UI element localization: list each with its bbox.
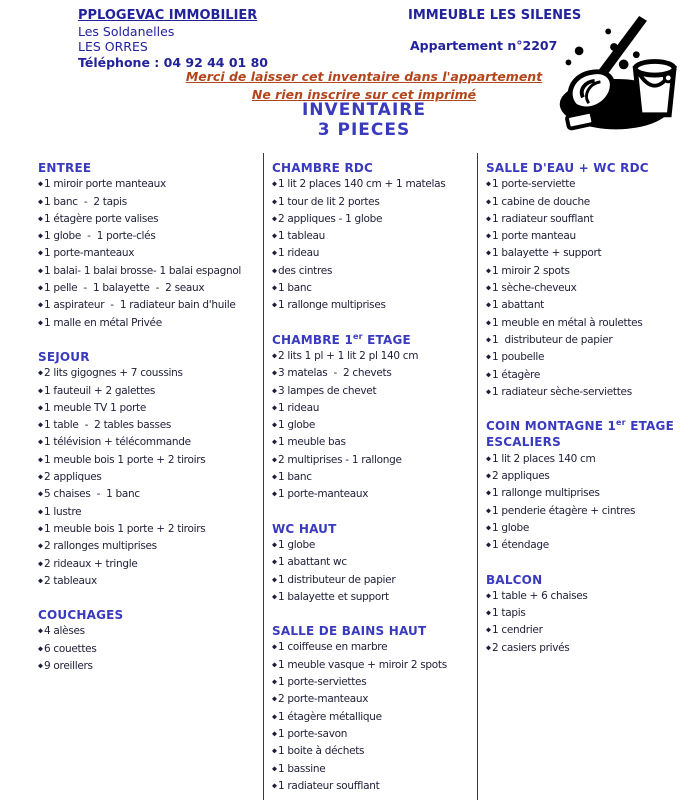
section-title xyxy=(486,569,684,588)
inventory-item xyxy=(38,641,259,658)
bullet-icon: ◆ xyxy=(272,248,277,257)
bullet-icon: ◆ xyxy=(272,266,277,275)
inventory-item xyxy=(38,521,259,538)
item-text: 1 porte manteau xyxy=(492,230,576,243)
item-text: 1 tour de lit 2 portes xyxy=(278,195,380,208)
page-subtitle: 3 PIECES xyxy=(317,120,411,140)
item-text: 1 banc xyxy=(278,282,312,295)
section-title-text: SALLE D'EAU + WC RDC xyxy=(486,161,649,175)
inventory-item xyxy=(486,640,684,657)
item-text: 2 appliques - 1 globe xyxy=(278,212,383,225)
inventory-item xyxy=(486,263,684,280)
inventory-item xyxy=(272,245,473,262)
item-text: 1 fauteuil + 2 galettes xyxy=(44,384,156,397)
inventory-item xyxy=(272,176,473,193)
bullet-icon: ◆ xyxy=(272,489,277,498)
inventory-item xyxy=(272,228,473,245)
inventory-item xyxy=(486,588,684,605)
item-text: 1 banc - 2 tapis xyxy=(44,195,127,208)
bullet-icon: ◆ xyxy=(272,764,277,772)
agency-city: LES ORRES xyxy=(78,39,148,54)
inventory-item xyxy=(272,452,473,469)
inventory-item xyxy=(272,280,473,297)
bullet-icon: ◆ xyxy=(38,507,43,516)
item-text: 2 appliques xyxy=(492,470,550,483)
bullet-icon: ◆ xyxy=(486,335,491,344)
item-text: 1 abattant xyxy=(492,299,544,312)
section-balcon xyxy=(486,569,684,657)
item-text: 2 appliques xyxy=(44,471,102,484)
bullet-icon: ◆ xyxy=(486,197,491,206)
section-coin-montagne-escaliers xyxy=(486,415,684,554)
bullet-icon: ◆ xyxy=(38,559,43,568)
item-text: 2 porte-manteaux xyxy=(278,693,369,706)
inventory-item xyxy=(486,194,684,211)
bullet-icon: ◆ xyxy=(38,300,43,309)
inventory-item xyxy=(38,176,259,193)
item-text: 1 porte-serviette xyxy=(492,178,576,191)
inventory-item xyxy=(38,400,259,417)
item-text: 1 tableau xyxy=(278,230,326,243)
bullet-icon: ◆ xyxy=(486,506,491,515)
inventory-item xyxy=(486,349,684,366)
bullet-icon: ◆ xyxy=(272,472,277,481)
bullet-icon: ◆ xyxy=(486,625,491,634)
section-title-text: BALCON xyxy=(486,572,543,587)
bullet-icon: ◆ xyxy=(38,248,43,257)
bullet-icon: ◆ xyxy=(486,643,491,652)
item-text: 1 abattant wc xyxy=(278,556,347,569)
bullet-icon: ◆ xyxy=(486,318,491,327)
inventory-item xyxy=(486,245,684,262)
bullet-icon: ◆ xyxy=(272,386,277,395)
section-title xyxy=(38,157,259,176)
item-text: 1 rallonge multiprises xyxy=(492,487,600,500)
bullet-icon: ◆ xyxy=(272,179,277,188)
item-text: 1 balai- 1 balai brosse- 1 balai espagnol xyxy=(44,264,242,277)
item-text: 1 lit 2 places 140 cm + 1 matelas xyxy=(278,178,446,191)
item-text: 1 rallonge multiprises xyxy=(278,299,386,312)
item-text: 1 cendrier xyxy=(492,624,543,637)
agency-residence: Les Soldanelles xyxy=(78,23,175,39)
item-text: 1 rideau xyxy=(278,247,320,260)
inventory-item xyxy=(272,434,473,451)
bullet-icon: ◆ xyxy=(38,524,43,533)
item-text: 1 miroir 2 spots xyxy=(492,264,570,277)
bullet-icon: ◆ xyxy=(486,591,491,600)
inventory-item xyxy=(38,315,259,332)
item-text: 1 porte-manteaux xyxy=(278,488,369,501)
item-text: 4 alèses xyxy=(44,625,85,638)
inventory-item xyxy=(272,743,473,760)
item-text: 3 matelas - 2 chevets xyxy=(278,367,392,380)
item-text: 1 radiateur sèche-serviettes xyxy=(492,385,632,398)
inventory-item xyxy=(38,469,259,486)
bullet-icon: ◆ xyxy=(38,403,43,412)
inventory-item xyxy=(272,297,473,314)
item-text: 1 meuble bas xyxy=(278,436,346,449)
bullet-icon: ◆ xyxy=(272,694,277,703)
item-text: 1 télévision + télécommande xyxy=(44,436,191,449)
inventory-item xyxy=(38,573,259,590)
item-text: 2 rideaux + tringle xyxy=(44,557,138,570)
inventory-item xyxy=(272,674,473,691)
item-text: 1 meuble en métal à roulettes xyxy=(492,316,643,329)
item-text: des cintres xyxy=(278,264,333,277)
agency-name: PPLOGEVAC IMMOBILIER xyxy=(78,8,258,23)
bullet-icon: ◆ xyxy=(38,318,43,327)
inventory-item xyxy=(486,622,684,639)
item-list xyxy=(38,365,259,590)
item-text: 1 globe xyxy=(278,419,316,432)
section-entree xyxy=(38,157,259,332)
inventory-item xyxy=(38,556,259,573)
inventory-item xyxy=(486,605,684,622)
bullet-icon: ◆ xyxy=(38,420,43,429)
bullet-icon: ◆ xyxy=(38,179,43,188)
notice-keep-inventory: Merci de laisser cet inventaire dans l'appartement xyxy=(185,69,543,84)
section-title-text: SEJOUR xyxy=(38,349,90,364)
item-text: 2 lits gigognes + 7 coussins xyxy=(44,367,183,380)
inventory-item xyxy=(272,537,473,554)
item-text: 1 étagère porte valises xyxy=(44,212,159,225)
item-list xyxy=(38,176,259,332)
section-title xyxy=(272,620,473,639)
inventory-item xyxy=(272,400,473,417)
item-text: 1 table + 6 chaises xyxy=(492,589,588,602)
bullet-icon: ◆ xyxy=(38,283,43,292)
item-text: 1 tapis xyxy=(492,607,526,620)
item-text: 1 distributeur de papier xyxy=(278,573,396,586)
item-text: 2 lits 1 pl + 1 lit 2 pl 140 cm xyxy=(278,349,419,362)
bullet-icon: ◆ xyxy=(272,746,277,755)
inventory-item xyxy=(272,469,473,486)
item-text: 1 malle en métal Privée xyxy=(44,316,162,329)
bullet-icon: ◆ xyxy=(272,660,277,669)
section-salle-deau-wc-rdc xyxy=(486,157,684,401)
item-text: 1 bassine xyxy=(278,762,326,775)
item-text: 2 tableaux xyxy=(44,574,97,587)
bullet-icon: ◆ xyxy=(486,454,491,463)
bullet-icon: ◆ xyxy=(486,214,491,223)
bullet-icon: ◆ xyxy=(38,455,43,464)
item-text: 1 meuble bois 1 porte + 2 tiroirs xyxy=(44,522,206,535)
section-wc-haut xyxy=(272,518,473,606)
item-text: 1 globe xyxy=(492,521,530,534)
item-text: 1 meuble TV 1 porte xyxy=(44,401,146,414)
bullet-icon: ◆ xyxy=(486,488,491,497)
item-list xyxy=(272,537,473,606)
bullet-icon: ◆ xyxy=(272,540,277,549)
inventory-item xyxy=(486,520,684,537)
inventory-item xyxy=(38,194,259,211)
bullet-icon: ◆ xyxy=(486,266,491,275)
item-text: 1 lit 2 places 140 cm xyxy=(492,452,596,465)
bullet-icon: ◆ xyxy=(486,370,491,379)
section-title xyxy=(272,157,473,176)
item-text: 1 radiateur soufflant xyxy=(278,779,380,792)
inventory-item xyxy=(486,332,684,349)
bullet-icon: ◆ xyxy=(486,300,491,309)
section-title xyxy=(272,518,473,537)
building-name: IMMEUBLE LES SILENES xyxy=(408,8,582,23)
item-text: 5 chaises - 1 banc xyxy=(44,488,140,501)
inventory-item xyxy=(486,280,684,297)
section-title-text: CHAMBRE RDC xyxy=(272,161,374,175)
item-list xyxy=(38,623,259,675)
bullet-icon: ◆ xyxy=(38,386,43,395)
inventory-item xyxy=(272,417,473,434)
bullet-icon: ◆ xyxy=(272,642,277,651)
bullet-icon: ◆ xyxy=(272,403,277,412)
inventory-item xyxy=(272,211,473,228)
section-title-text: COUCHAGES xyxy=(38,608,124,623)
inventory-item xyxy=(38,504,259,521)
section-title xyxy=(486,157,684,176)
bullet-icon: ◆ xyxy=(38,541,43,550)
inventory-column-3 xyxy=(477,153,688,800)
bullet-icon: ◆ xyxy=(272,351,277,360)
item-text: 1 table - 2 tables basses xyxy=(44,419,172,432)
bullet-icon: ◆ xyxy=(38,472,43,481)
bullet-icon: ◆ xyxy=(272,729,277,738)
bullet-icon: ◆ xyxy=(486,283,491,292)
item-text: 1 porte-serviettes xyxy=(278,676,367,689)
inventory-item xyxy=(38,297,259,314)
item-text: 1 banc xyxy=(278,471,312,484)
bullet-icon: ◆ xyxy=(38,489,43,498)
item-text: 1 balayette et support xyxy=(278,590,389,603)
inventory-item xyxy=(272,365,473,382)
section-title-sup: er xyxy=(353,331,363,341)
inventory-item xyxy=(486,176,684,193)
item-text: 6 couettes xyxy=(44,642,97,655)
item-text: 2 casiers privés xyxy=(492,641,570,654)
inventory-item xyxy=(38,623,259,640)
section-salle-de-bains-haut xyxy=(272,620,473,795)
section-title xyxy=(38,346,259,365)
inventory-item xyxy=(38,211,259,228)
item-text: 1 étendage xyxy=(492,539,549,552)
bullet-icon: ◆ xyxy=(272,368,277,377)
section-title-text: ENTREE xyxy=(38,161,92,175)
inventory-item xyxy=(486,537,684,554)
inventory-item xyxy=(272,263,473,280)
inventory-item xyxy=(272,709,473,726)
inventory-item xyxy=(38,263,259,280)
inventory-item xyxy=(272,778,473,795)
bullet-icon: ◆ xyxy=(38,231,43,240)
item-text: 1 étagère xyxy=(492,368,541,381)
item-text: 2 rallonges multiprises xyxy=(44,540,157,553)
inventory-item xyxy=(38,452,259,469)
inventory-item xyxy=(38,658,259,675)
inventory-item xyxy=(272,383,473,400)
cleaning-mop-bucket-icon xyxy=(546,14,682,140)
bullet-icon: ◆ xyxy=(38,626,43,635)
bullet-icon: ◆ xyxy=(272,781,277,790)
item-list xyxy=(486,588,684,657)
section-sejour xyxy=(38,346,259,590)
bullet-icon: ◆ xyxy=(272,300,277,309)
item-text: 2 multiprises - 1 rallonge xyxy=(278,453,402,466)
inventory-item xyxy=(486,367,684,384)
item-text: 1 étagère métallique xyxy=(278,710,382,723)
inventory-item xyxy=(38,383,259,400)
item-list xyxy=(272,639,473,795)
inventory-item xyxy=(272,589,473,606)
page-title: INVENTAIRE xyxy=(301,100,426,120)
inventory-item xyxy=(486,315,684,332)
inventory-item xyxy=(486,485,684,502)
item-text: 1 porte-savon xyxy=(278,727,348,740)
section-chambre-rdc xyxy=(272,157,473,315)
item-text: 1 globe - 1 porte-clés xyxy=(44,230,156,243)
bullet-icon: ◆ xyxy=(272,214,277,223)
bullet-icon: ◆ xyxy=(486,248,491,257)
bullet-icon: ◆ xyxy=(272,283,277,292)
inventory-item xyxy=(486,503,684,520)
section-chambre-1er-etage xyxy=(272,329,473,504)
section-title-text: WC HAUT xyxy=(272,521,337,536)
inventory-item xyxy=(272,194,473,211)
inventory-item xyxy=(272,691,473,708)
section-title xyxy=(272,329,473,348)
item-text: 1 poubelle xyxy=(492,351,545,364)
bullet-icon: ◆ xyxy=(38,368,43,377)
section-title-sup: er xyxy=(616,418,626,428)
bullet-icon: ◆ xyxy=(272,677,277,686)
bullet-icon: ◆ xyxy=(272,557,277,566)
item-text: 1 rideau xyxy=(278,401,320,414)
bullet-icon: ◆ xyxy=(272,455,277,464)
bullet-icon: ◆ xyxy=(486,471,491,480)
item-text: 3 lampes de chevet xyxy=(278,384,377,397)
bullet-icon: ◆ xyxy=(38,661,43,670)
inventory-item xyxy=(38,365,259,382)
item-text: 1 coiffeuse en marbre xyxy=(278,641,388,654)
bullet-icon: ◆ xyxy=(38,266,43,275)
inventory-item xyxy=(38,434,259,451)
inventory-item xyxy=(272,348,473,365)
bullet-icon: ◆ xyxy=(486,608,491,617)
bullet-icon: ◆ xyxy=(272,575,277,584)
section-couchages xyxy=(38,604,259,675)
item-list xyxy=(486,451,684,555)
bullet-icon: ◆ xyxy=(272,437,277,446)
inventory-item xyxy=(272,639,473,656)
item-text: 1 porte-manteaux xyxy=(44,247,135,260)
inventory-item xyxy=(38,538,259,555)
bullet-icon: ◆ xyxy=(38,644,43,653)
inventory-item xyxy=(38,280,259,297)
apartment-number: Appartement n°2207 xyxy=(410,38,558,53)
section-title-text: SALLE DE BAINS HAUT xyxy=(272,624,427,639)
item-text: 1 balayette + support xyxy=(492,247,602,260)
section-title-line2: ESCALIERS xyxy=(486,435,561,450)
item-text: 1 distributeur de papier xyxy=(492,333,613,346)
inventory-item xyxy=(486,228,684,245)
inventory-item xyxy=(486,451,684,468)
bullet-icon: ◆ xyxy=(272,197,277,206)
inventory-item xyxy=(486,384,684,401)
item-text: 1 meuble bois 1 porte + 2 tiroirs xyxy=(44,453,206,466)
item-list xyxy=(272,348,473,504)
inventory-item xyxy=(38,417,259,434)
inventory-item xyxy=(272,726,473,743)
agency-phone: Téléphone : 04 92 44 01 80 xyxy=(78,54,269,70)
bullet-icon: ◆ xyxy=(272,712,277,721)
inventory-item xyxy=(38,245,259,262)
agency-block xyxy=(78,8,268,70)
inventory-column-2 xyxy=(263,153,477,800)
item-text: 1 meuble vasque + miroir 2 spots xyxy=(278,658,447,671)
inventory-item xyxy=(486,211,684,228)
item-text: 1 sèche-cheveux xyxy=(492,282,577,295)
bullet-icon: ◆ xyxy=(486,231,491,240)
item-list xyxy=(272,176,473,314)
item-text: 1 globe xyxy=(278,538,316,551)
section-title-post: ETAGE xyxy=(362,332,411,347)
inventory-item xyxy=(272,486,473,503)
item-text: 1 pelle - 1 balayette - 2 seaux xyxy=(44,282,205,295)
notice-do-not-write: Ne rien inscrire sur cet imprimé xyxy=(251,87,477,102)
bullet-icon: ◆ xyxy=(38,214,43,223)
item-list xyxy=(486,176,684,401)
item-text: 9 oreillers xyxy=(44,660,93,673)
item-text: 1 boite à déchets xyxy=(278,745,365,758)
inventory-item xyxy=(272,761,473,778)
bullet-icon: ◆ xyxy=(38,197,43,206)
inventory-table xyxy=(30,153,688,800)
inventory-item xyxy=(486,468,684,485)
item-text: 1 lustre xyxy=(44,505,82,518)
bullet-icon: ◆ xyxy=(486,179,491,188)
section-title-text: CHAMBRE 1 xyxy=(272,332,353,347)
item-text: 1 radiateur soufflant xyxy=(492,212,594,225)
inventory-item xyxy=(38,228,259,245)
inventory-item xyxy=(38,486,259,503)
inventory-item xyxy=(272,657,473,674)
section-title-text: COIN MONTAGNE 1 xyxy=(486,419,617,434)
inventory-item xyxy=(272,572,473,589)
bullet-icon: ◆ xyxy=(486,540,491,549)
bullet-icon: ◆ xyxy=(38,437,43,446)
section-title xyxy=(486,415,684,434)
bullet-icon: ◆ xyxy=(486,352,491,361)
inventory-item xyxy=(486,297,684,314)
section-title-post: ETAGE xyxy=(625,419,674,434)
bullet-icon: ◆ xyxy=(486,523,491,532)
inventory-column-1 xyxy=(30,153,263,800)
bullet-icon: ◆ xyxy=(272,592,277,601)
item-text: 1 penderie étagère + cintres xyxy=(492,504,636,517)
section-title xyxy=(38,604,259,623)
bullet-icon: ◆ xyxy=(272,231,277,240)
item-text: 1 cabine de douche xyxy=(492,195,590,208)
bullet-icon: ◆ xyxy=(272,420,277,429)
bullet-icon: ◆ xyxy=(38,576,43,585)
inventory-item xyxy=(272,554,473,571)
bullet-icon: ◆ xyxy=(486,387,491,396)
item-text: 1 miroir porte manteaux xyxy=(44,178,166,191)
item-text: 1 aspirateur - 1 radiateur bain d'huile xyxy=(44,299,236,312)
